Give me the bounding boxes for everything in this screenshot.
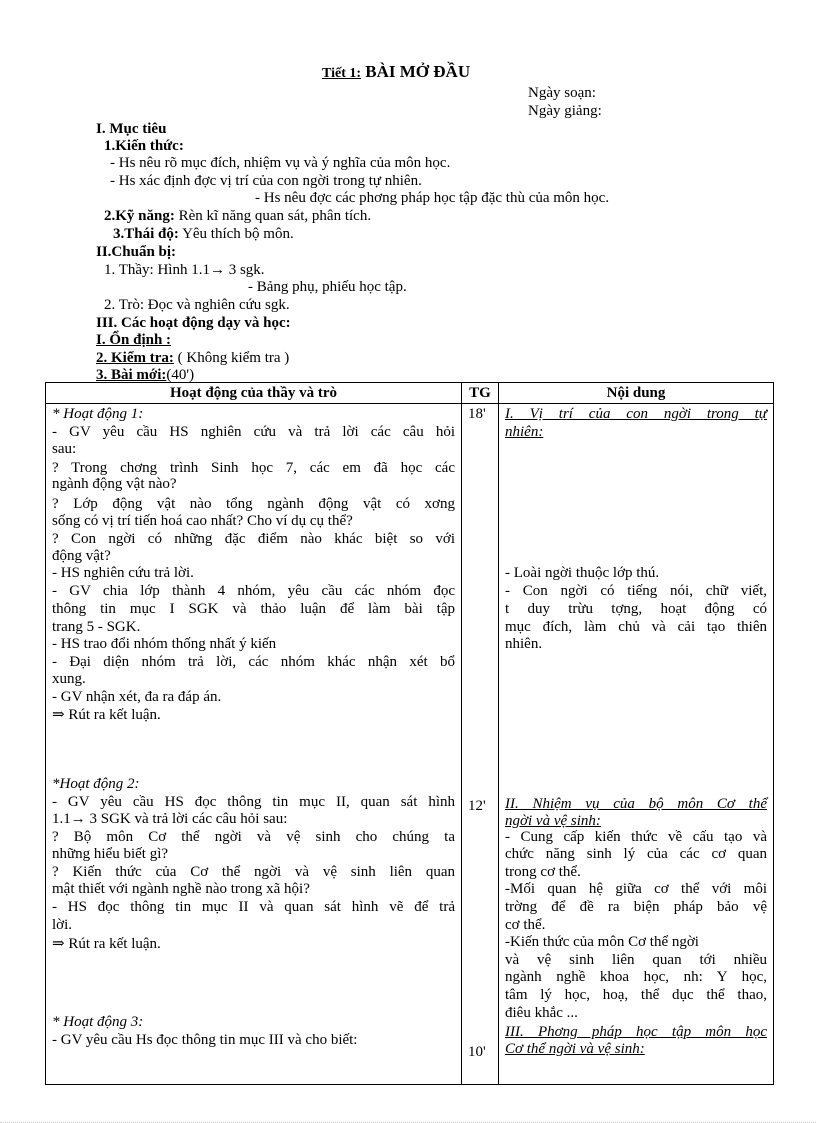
attitude-text: Yêu thích bộ môn. [182, 226, 294, 242]
activity-line: xung. [52, 671, 86, 687]
activity-line: - HS nghiên cứu trả lời. [52, 565, 194, 581]
lesson-table [45, 382, 774, 1085]
skill-text: Rèn kĩ năng quan sát, phân tích. [178, 208, 372, 224]
knowledge-item: - Hs xác định đợc vị trí của con ngời trong tự nhiên. [110, 173, 422, 189]
content-cell [499, 404, 774, 1085]
content-line: và vệ sinh liên quan tới nhiều [505, 952, 767, 968]
teach-date: Ngày giảng: [528, 103, 602, 119]
prep-date: Ngày soạn: [528, 85, 596, 101]
activity-line: động vật? [52, 548, 111, 564]
content-heading: nhiên: [505, 424, 544, 440]
content-heading: ngời và vệ sinh: [505, 813, 601, 829]
activities-heading: III. Các hoạt động dạy và học: [96, 315, 291, 331]
new-lesson-heading: 3. Bài mới: [96, 367, 167, 383]
content-line: chức năng sinh lý của các cơ quan [505, 846, 767, 862]
content-line: - Con ngời có tiếng nói, chữ viết, [505, 583, 767, 599]
activity-line: 1.1→ 3 SGK và trả lời các câu hỏi sau: [52, 811, 288, 827]
activity-line: - HS trao đổi nhóm thống nhất ý kiến [52, 636, 277, 652]
activity-line: trang 5 - SGK. [52, 619, 141, 635]
activity-line: mật thiết với ngành nghề nào trong xã hội? [52, 881, 310, 897]
content-line: nhiên. [505, 636, 543, 652]
skill-heading: 2.Kỹ năng: [104, 208, 175, 224]
activity-cell [46, 404, 462, 1085]
activity-heading: *Hoạt động 2: [52, 776, 140, 792]
attitude-heading: 3.Thái độ: [113, 226, 179, 242]
check-line [96, 350, 289, 367]
activity-line: sau: [52, 441, 77, 457]
content-line: mục đích, làm chủ và cải tạo thiên [505, 619, 767, 635]
table-header-row [46, 383, 774, 404]
activity-line: - GV yêu cầu HS đọc thông tin mục II, quan sát hình [52, 794, 455, 810]
activity-line: - Đại diện nhóm trả lời, các nhóm khác nhận xét bổ [52, 654, 455, 670]
content-line: - Loài ngời thuộc lớp thú. [505, 565, 660, 581]
content-line: trong cơ thể. [505, 864, 581, 880]
activity-line: thông tin mục I SGK và thảo luận để làm bài tập [52, 601, 455, 617]
student-prep: 2. Trò: Đọc và nghiên cứu sgk. [104, 297, 290, 313]
table-row [46, 404, 774, 1085]
attitude-line [113, 226, 294, 243]
objectives-heading: I. Mục tiêu [96, 121, 167, 137]
time-value: 12' [468, 798, 486, 814]
teacher-prep-extra: - Bảng phụ, phiếu học tập. [248, 279, 407, 295]
time-cell [462, 404, 499, 1085]
activity-line: - HS đọc thông tin mục II và quan sát hình vẽ để trả [52, 899, 455, 915]
content-heading: I. Vị trí của con ngời trong tự [505, 406, 767, 422]
preparation-heading: II.Chuẩn bị: [96, 244, 177, 260]
content-line: ngành nghề khoa học, nh: Y học, [505, 969, 767, 985]
content-heading: Cơ thể ngời và vệ sinh: [505, 1041, 645, 1057]
lesson-title: BÀI MỞ ĐẦU [365, 62, 471, 81]
content-heading: III. Phơng pháp học tập môn học [505, 1024, 767, 1040]
check-heading: 2. Kiểm tra: [96, 350, 174, 366]
content-line: điêu khắc ... [505, 1005, 578, 1021]
time-value: 18' [468, 406, 486, 422]
page-title [322, 62, 470, 82]
lesson-label: Tiết 1: [322, 66, 362, 81]
activity-heading: * Hoạt động 1: [52, 406, 144, 422]
stabilize-heading: I. Ổn định : [96, 332, 172, 348]
column-header-activity: Hoạt động của thầy và trò [46, 383, 462, 404]
activity-line: ? Lớp động vật nào tổng ngành động vật có xơng [52, 496, 455, 512]
knowledge-item: - Hs nêu đợc các phơng pháp học tập đặc thù của môn học. [255, 190, 610, 206]
teacher-prep: 1. Thầy: Hình 1.1→ 3 sgk. [104, 262, 265, 278]
activity-heading: * Hoạt động 3: [52, 1014, 144, 1030]
content-line: -Kiến thức của môn Cơ thể ngời [505, 934, 699, 950]
column-header-time: TG [462, 383, 499, 404]
activity-line: sống có vị trí tiến hoá cao nhất? Cho ví dụ cụ thể? [52, 513, 353, 529]
knowledge-heading: 1.Kiến thức: [104, 138, 184, 154]
content-line: tâm lý học, hoạ, thể dục thể thao, [505, 987, 767, 1003]
time-value: 10' [468, 1044, 486, 1060]
knowledge-item: - Hs nêu rõ mục đích, nhiệm vụ và ý nghĩa của môn học. [110, 155, 451, 171]
activity-line: ? Bộ môn Cơ thể ngời và vệ sinh cho chúng ta [52, 829, 455, 845]
activity-line: ngành động vật nào? [52, 476, 177, 492]
new-lesson-time: (40') [166, 367, 195, 383]
activity-line: - GV yêu cầu HS nghiên cứu và trả lời các câu hỏi [52, 424, 455, 440]
content-line: cơ thể. [505, 917, 546, 933]
content-line: t duy trừu tợng, hoạt động có [505, 601, 767, 617]
activity-line: - GV chia lớp thành 4 nhóm, yêu cầu các nhóm đọc [52, 583, 455, 599]
activity-line: ? Kiến thức của Cơ thể ngời và vệ sinh liên quan [52, 864, 455, 880]
column-header-content: Nội dung [499, 383, 774, 404]
activity-line: ⇒ Rút ra kết luận. [52, 707, 161, 723]
content-heading: II. Nhiệm vụ của bộ môn Cơ thể [505, 796, 767, 812]
activity-line: ? Con ngời có những đặc điểm nào khác biệt so với [52, 531, 455, 547]
activity-line: - GV yêu cầu Hs đọc thông tin mục III và cho biết: [52, 1032, 358, 1048]
content-line: trờng để đề ra biện pháp bảo vệ [505, 899, 767, 915]
content-line: - Cung cấp kiến thức về cấu tạo và [505, 829, 767, 845]
activity-line: - GV nhận xét, đa ra đáp án. [52, 689, 222, 705]
check-value: ( Không kiểm tra ) [177, 350, 290, 366]
activity-line: những hiểu biết gì? [52, 846, 169, 862]
activity-line: ⇒ Rút ra kết luận. [52, 936, 161, 952]
activity-line: ? Trong chơng trình Sinh học 7, các em đã học các [52, 460, 455, 476]
activity-line: lời. [52, 917, 73, 933]
skill-line [104, 208, 371, 225]
content-line: -Mối quan hệ giữa cơ thể với môi [505, 881, 767, 897]
